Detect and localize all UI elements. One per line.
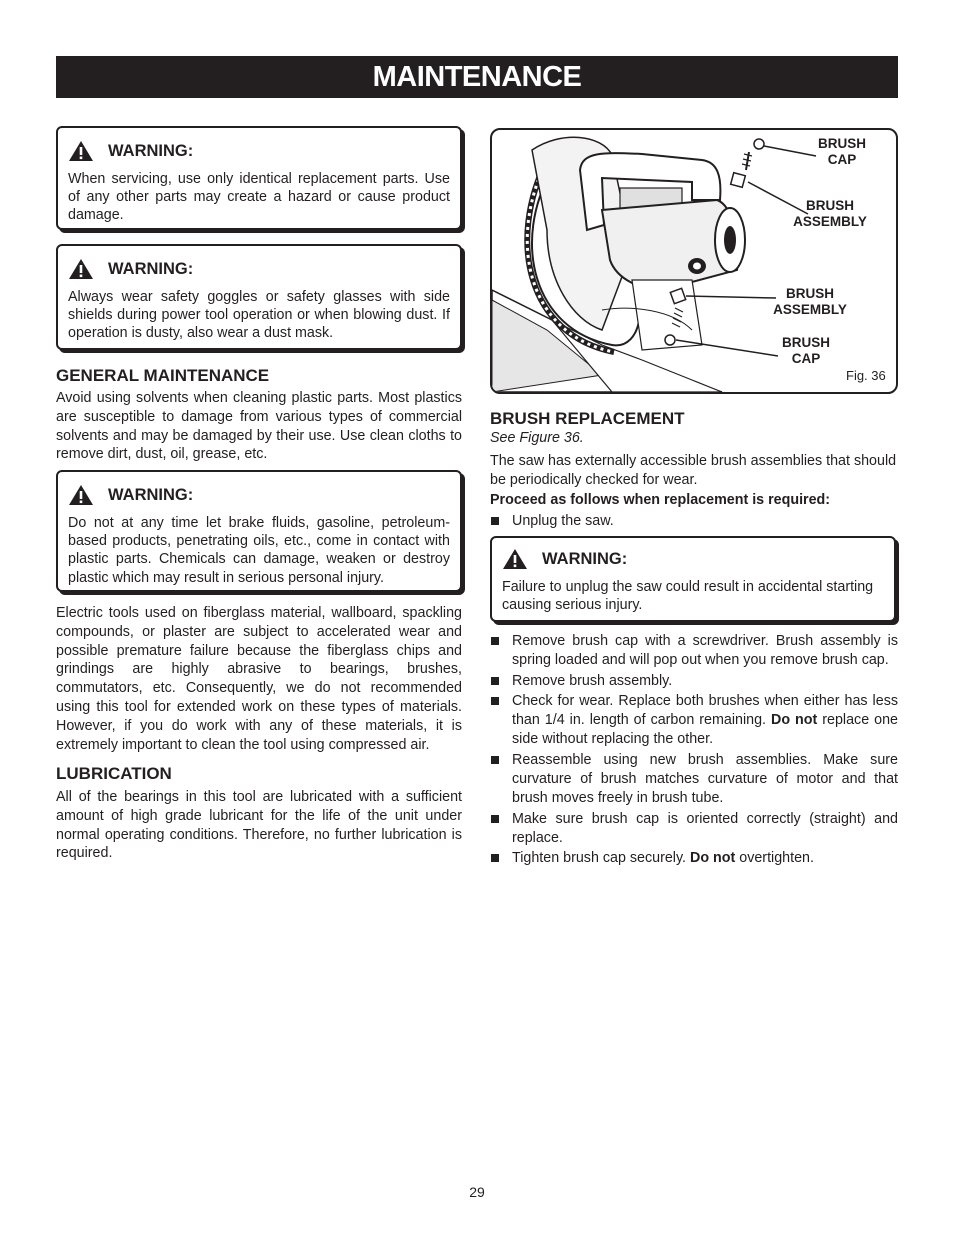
header-bar: [56, 56, 898, 98]
page-title: MAINTENANCE: [372, 60, 582, 93]
brush-steps-list: [490, 632, 898, 870]
figure-caption: Fig. 36: [846, 368, 886, 383]
label-brush-assembly-bottom: BRUSH ASSEMBLY: [773, 286, 847, 317]
step-orient-cap: Make sure brush cap is oriented correctly (straight) and replace.: [490, 810, 898, 849]
warning-box-replacement-parts: [56, 126, 462, 230]
warning-triangle-icon: [502, 548, 528, 570]
warning-triangle-icon: [68, 140, 94, 162]
warning-text: Do not at any time let brake fluids, gasoline, petroleum-based products, penetrating oils, etc., come in contact with plastic parts. Chemicals can damage, weaken or destroy plastic which may result in serious personal injury.: [68, 515, 450, 586]
warning-triangle-icon: [68, 484, 94, 506]
step-unplug: Unplug the saw.: [490, 512, 898, 531]
warning-title: WARNING:: [542, 549, 628, 568]
label-brush-cap-top: BRUSH CAP: [817, 136, 866, 167]
see-figure-note: See Figure 36.: [490, 430, 584, 446]
pre-warning-steps: [490, 512, 898, 532]
label-brush-cap-bottom: BRUSH CAP: [781, 335, 830, 366]
step-remove-cap: Remove brush cap with a screwdriver. Brush assembly is spring loaded and will pop out when you remove brush cap.: [490, 632, 898, 671]
warning-title: WARNING:: [108, 141, 194, 160]
lubrication-text: All of the bearings in this tool are lubricated with a sufficient amount of high grade lubricant for the life of the unit under normal operating conditions. Therefore, no further lubrication is required.: [56, 789, 462, 862]
page-number: 29: [469, 1184, 485, 1200]
warning-title: WARNING:: [108, 259, 194, 278]
proceed-instruction: Proceed as follows when replacement is required:: [490, 492, 831, 508]
warning-box-safety-goggles: [56, 244, 462, 350]
general-maintenance-text: Avoid using solvents when cleaning plastic parts. Most plastics are susceptible to damage from various types of commercial solvents and may be damaged by their use. Use clean cloths to remove dirt, dust, oil, grease, etc.: [56, 390, 462, 463]
brush-replacement-heading: BRUSH REPLACEMENT: [490, 409, 685, 428]
general-maintenance-heading: GENERAL MAINTENANCE: [56, 366, 270, 385]
step-tighten-cap: Tighten brush cap securely. Do not overtighten.: [490, 849, 898, 868]
saw-motor-illustration: [492, 130, 896, 392]
warning-text: When servicing, use only identical replacement parts. Use of any other parts may create a hazard or cause product damage.: [68, 171, 450, 224]
figure-36: [490, 128, 898, 394]
warning-title: WARNING:: [108, 485, 194, 504]
step-remove-assembly: Remove brush assembly.: [490, 672, 898, 691]
warning-triangle-icon: [68, 258, 94, 280]
step-check-wear: Check for wear. Replace both brushes when either has less than 1/4 in. length of carbon remaining. Do not replace one side without replacing the other.: [490, 692, 898, 750]
warning-box-chemicals: [56, 470, 462, 592]
lubrication-heading: LUBRICATION: [56, 764, 172, 783]
step-reassemble: Reassemble using new brush assemblies. Make sure curvature of brush matches curvature of motor and that brush moves freely in brush tube.: [490, 751, 898, 809]
label-brush-assembly-top: BRUSH ASSEMBLY: [793, 198, 867, 229]
brush-intro-text: The saw has externally accessible brush assemblies that should be periodically checked for wear.: [490, 453, 897, 488]
electric-tools-text: Electric tools used on fiberglass material, wallboard, spackling compounds, or plaster are subject to accelerated wear and possible premature failure because the fiberglass chips and grindings are highly abrasive to bearings, brushes, commutators, etc. Consequently, we do not recommended using this tool for extended work on these types of materials. However, if you do work with any of these materials, it is extremely important to clean the tool using compressed air.: [56, 605, 462, 753]
warning-text: Always wear safety goggles or safety glasses with side shields during power tool operation or when blowing dust. If operation is dusty, also wear a dust mask.: [68, 289, 450, 342]
warning-text: Failure to unplug the saw could result in accidental starting causing serious injury.: [502, 579, 874, 614]
warning-box-unplug: [490, 536, 896, 622]
